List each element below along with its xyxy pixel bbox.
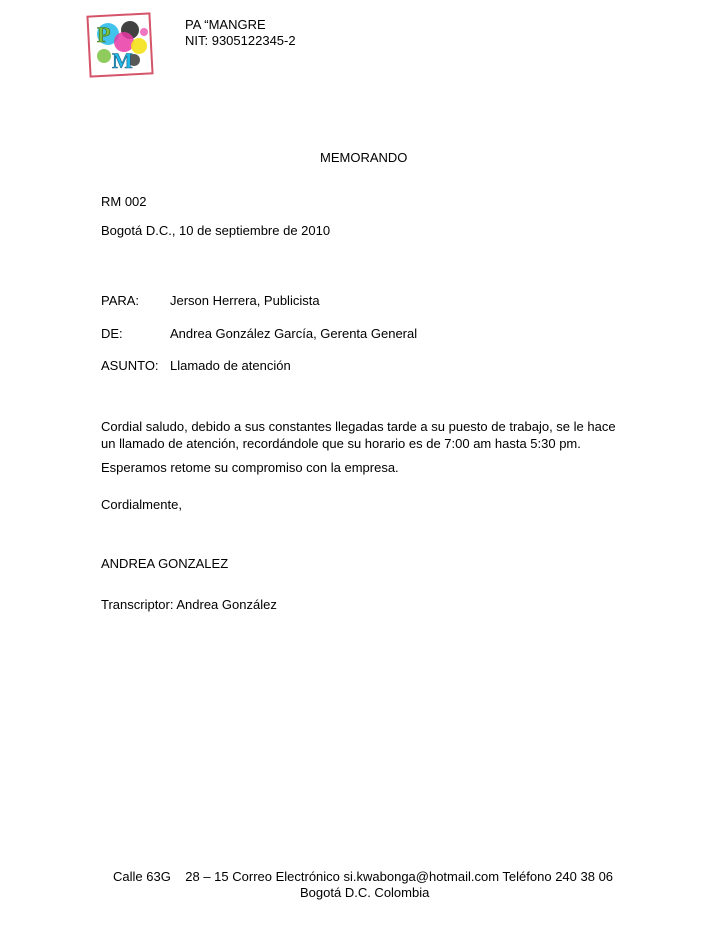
memo-date: Bogotá D.C., 10 de septiembre de 2010 (101, 223, 331, 238)
company-header (185, 17, 296, 49)
memo-body-paragraph (101, 418, 616, 452)
company-name: PA “MANGRE (185, 17, 266, 32)
memo-closing: Cordialmente, (101, 497, 182, 512)
company-nit: NIT: 9305122345-2 (185, 33, 296, 48)
logo-letter-m: M (112, 48, 133, 73)
memo-title: MEMORANDO (320, 150, 408, 165)
field-label-de: DE: (101, 326, 123, 341)
memo-transcriptor: Transcriptor: Andrea González (101, 597, 277, 612)
body-line: Cordial saludo, debido a sus constantes llegadas tarde a su puesto de trabajo, se le hace (101, 419, 616, 434)
field-label-para: PARA: (101, 293, 140, 308)
field-value-asunto: Llamado de atención (170, 358, 291, 373)
pm-logo-icon (86, 12, 156, 78)
field-value-de: Andrea González García, Gerenta General (170, 326, 418, 341)
field-value-para: Jerson Herrera, Publicista (170, 293, 320, 308)
memo-reference: RM 002 (101, 194, 147, 209)
memo-body-second: Esperamos retome su compromiso con la empresa. (101, 460, 399, 475)
body-line: un llamado de atención, recordándole que su horario es de 7:00 am hasta 5:30 pm. (101, 436, 581, 451)
field-label-asunto: ASUNTO: (101, 358, 159, 373)
footer-city: Bogotá D.C. Colombia (300, 885, 430, 900)
logo-letter-p: P (97, 22, 111, 47)
memo-signer: ANDREA GONZALEZ (101, 556, 229, 571)
footer-address: Calle 63G 28 – 15 Correo Electrónico si.kwabonga@hotmail.com Teléfono 240 38 06 (113, 869, 614, 884)
